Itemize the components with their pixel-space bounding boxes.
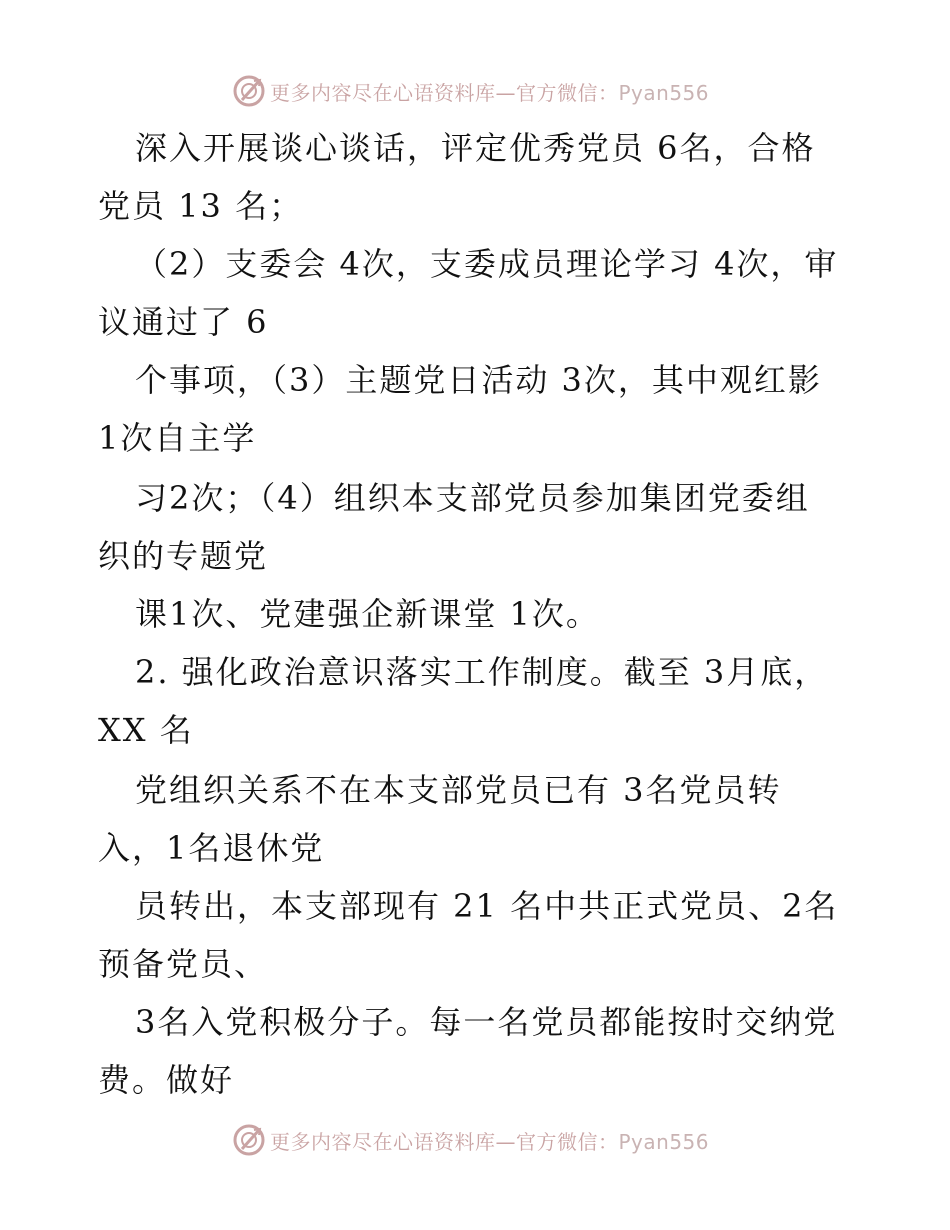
body-line: （2）支委会 4次，支委成员理论学习 4次，审 (135, 245, 839, 283)
footer-watermark (232, 1122, 709, 1158)
body-line: 党组织关系不在本支部党员已有 3名党员转 (135, 771, 782, 809)
watermark-logo-icon (232, 74, 266, 108)
body-line: 入，1名退休党 (98, 829, 325, 867)
body-line: 员转出，本支部现有 21 名中共正式党员、2名 (135, 887, 839, 925)
body-line: 议通过了 6 (98, 303, 269, 341)
body-line: 党员 13 名； (98, 187, 304, 225)
watermark-logo-icon (232, 1123, 266, 1157)
body-line: 个事项，（3）主题党日活动 3次，其中观红影 (135, 361, 822, 399)
watermark-text: 更多内容尽在心语资料库—官方微信：Pyan556 (270, 80, 710, 105)
watermark-text: 更多内容尽在心语资料库—官方微信：Pyan556 (270, 1129, 710, 1154)
body-line: 习2次；（4）组织本支部党员参加集团党委组 (135, 479, 810, 517)
body-line: 深入开展谈心谈话，评定优秀党员 6名，合格 (135, 129, 816, 167)
body-line: 费。做好 (98, 1061, 235, 1099)
watermark-wechat-id: Pyan556 (618, 1129, 710, 1154)
body-line: 1次自主学 (98, 419, 257, 457)
body-line: 课1次、党建强企新课堂 1次。 (135, 595, 600, 633)
body-line: 3名入党积极分子。每一名党员都能按时交纳党 (135, 1003, 838, 1041)
body-line: XX 名 (98, 711, 194, 749)
header-watermark (232, 73, 709, 109)
body-line: 2. 强化政治意识落实工作制度。截至 3月底， (135, 653, 829, 691)
body-line: 织的专题党 (98, 537, 269, 575)
watermark-wechat-id: Pyan556 (618, 80, 710, 105)
body-line: 预备党员、 (98, 945, 269, 983)
